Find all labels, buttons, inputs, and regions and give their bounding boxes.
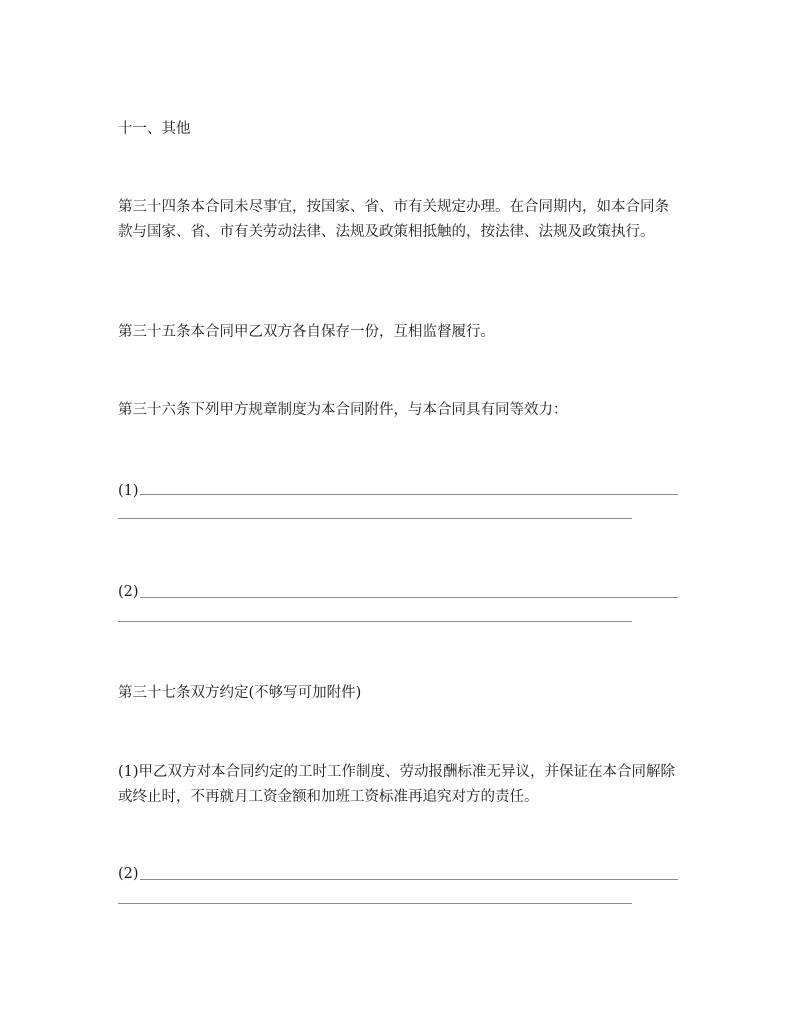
article-35: 第三十五条本合同甲乙双方各自保存一份，互相监督履行。 bbox=[118, 324, 495, 340]
blank-line bbox=[118, 518, 632, 519]
article-37-item-1: (1)甲乙双方对本合同约定的工时工作制度、劳动报酬标准无异议，并保证在本合同解除或终止时，不再就月工资金额和加班工资标准再追究对方的责任。 bbox=[118, 764, 676, 805]
blank-line bbox=[140, 597, 678, 598]
article-37-item-2-label: (2) bbox=[118, 866, 139, 882]
article-36-item-2-label: (2) bbox=[118, 584, 139, 600]
article-37: 第三十七条双方约定(不够写可加附件) bbox=[118, 685, 362, 701]
article-36: 第三十六条下列甲方规章制度为本合同附件，与本合同具有同等效力： bbox=[118, 402, 568, 418]
blank-line bbox=[118, 903, 632, 904]
blank-line bbox=[140, 494, 678, 495]
blank-line bbox=[140, 879, 678, 880]
article-36-item-1-label: (1) bbox=[118, 483, 139, 499]
blank-line bbox=[118, 621, 632, 622]
section-heading: 十一、其他 bbox=[118, 121, 191, 137]
article-34: 第三十四条本合同未尽事宜，按国家、省、市有关规定办理。在合同期内，如本合同条款与国家、省、市有关劳动法律、法规及政策相抵触的，按法律、法规及政策执行。 bbox=[118, 199, 669, 240]
